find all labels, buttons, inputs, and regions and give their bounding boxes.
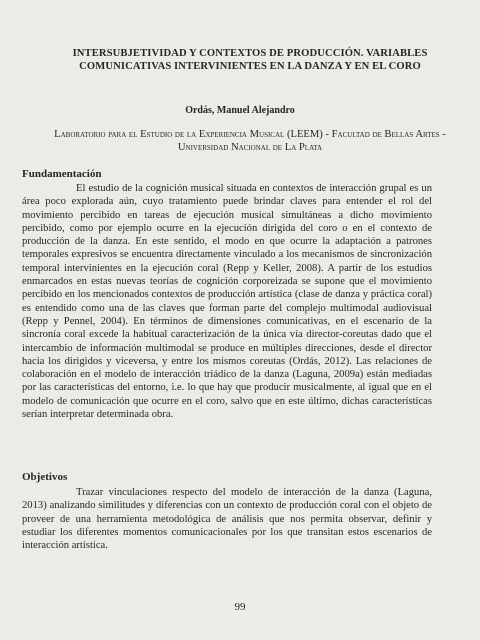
section-heading-fundamentacion: Fundamentación (22, 168, 102, 180)
section-body-objetivos: Trazar vinculaciones respecto del modelo de interacción de la danza (Laguna, 2013) analizando similitudes y diferencias con un contexto de producción coral con el objeto de proveer de una herramienta metodológica de análisis que nos permita observar, definir y estudiar los diferentes momentos comunicacionales por los que transitan estos escenarios de interacción artística. (22, 487, 432, 552)
page-number: 99 (234, 601, 246, 613)
section-body-fundamentacion: El estudio de la cognición musical situada en contextos de interacción grupal es un área poco explorada aún, cuyo tratamiento puede brindar claves para entender el rol del movimiento percibido en tareas de ejecución musical simultáneas a dicho movimiento percibido, como por ejemplo ocurre en la ejecución dirigida del coro o en el contexto de producción de la danza. En este sentido, el modo en que ocurre la adaptación a patrones temporales expresivos se encuentra directamente vinculado a los mecanismos de sincronización temporal intervinientes en la ejecución coral (Repp y Keller, 2008). A partir de los estudios enmarcados en estas nuevas teorías de cognición corporeizada se supone que el movimiento percibido en los mencionados contextos de producción artística (clase de danza y práctica coral) es entendido como una de las claves que forman parte del complejo multimodal audiovisual (Repp y Pennel, 2004). En términos de dimensiones comunicativas, en el escenario de la sincronía coral excede la habitual caracterización de la única vía director-coreutas dado que el intercambio de información multimodal se produce en múltiples direcciones, desde el director hacia los dirigidos y viceversa, y entre los mismos coreutas (Ordás, 2012). Las relaciones de colaboración en el modelo de interacción triádico de la danza (Laguna, 2009a) están mediadas por las características del entorno, i.e. lo que hay que producir musicalmente, al igual que en el modelo de comunicación que ocurre en el coro, salvo que en este último, dichas características serían interpretar determinada obra. (22, 183, 432, 421)
author-name: Ordás, Manuel Alejandro (185, 105, 295, 116)
author-affiliation: Laboratorio para el Estudio de la Experiencia Musical (LEEM) - Facultad de Bellas Artes - Universidad Nacional de La Plata (54, 129, 446, 153)
section-heading-objetivos: Objetivos (22, 471, 68, 483)
paper-title: INTERSUBJETIVIDAD Y CONTEXTOS DE PRODUCCIÓN. VARIABLES COMUNICATIVAS INTERVINIENTES EN LA DANZA Y EN EL CORO (72, 48, 428, 72)
